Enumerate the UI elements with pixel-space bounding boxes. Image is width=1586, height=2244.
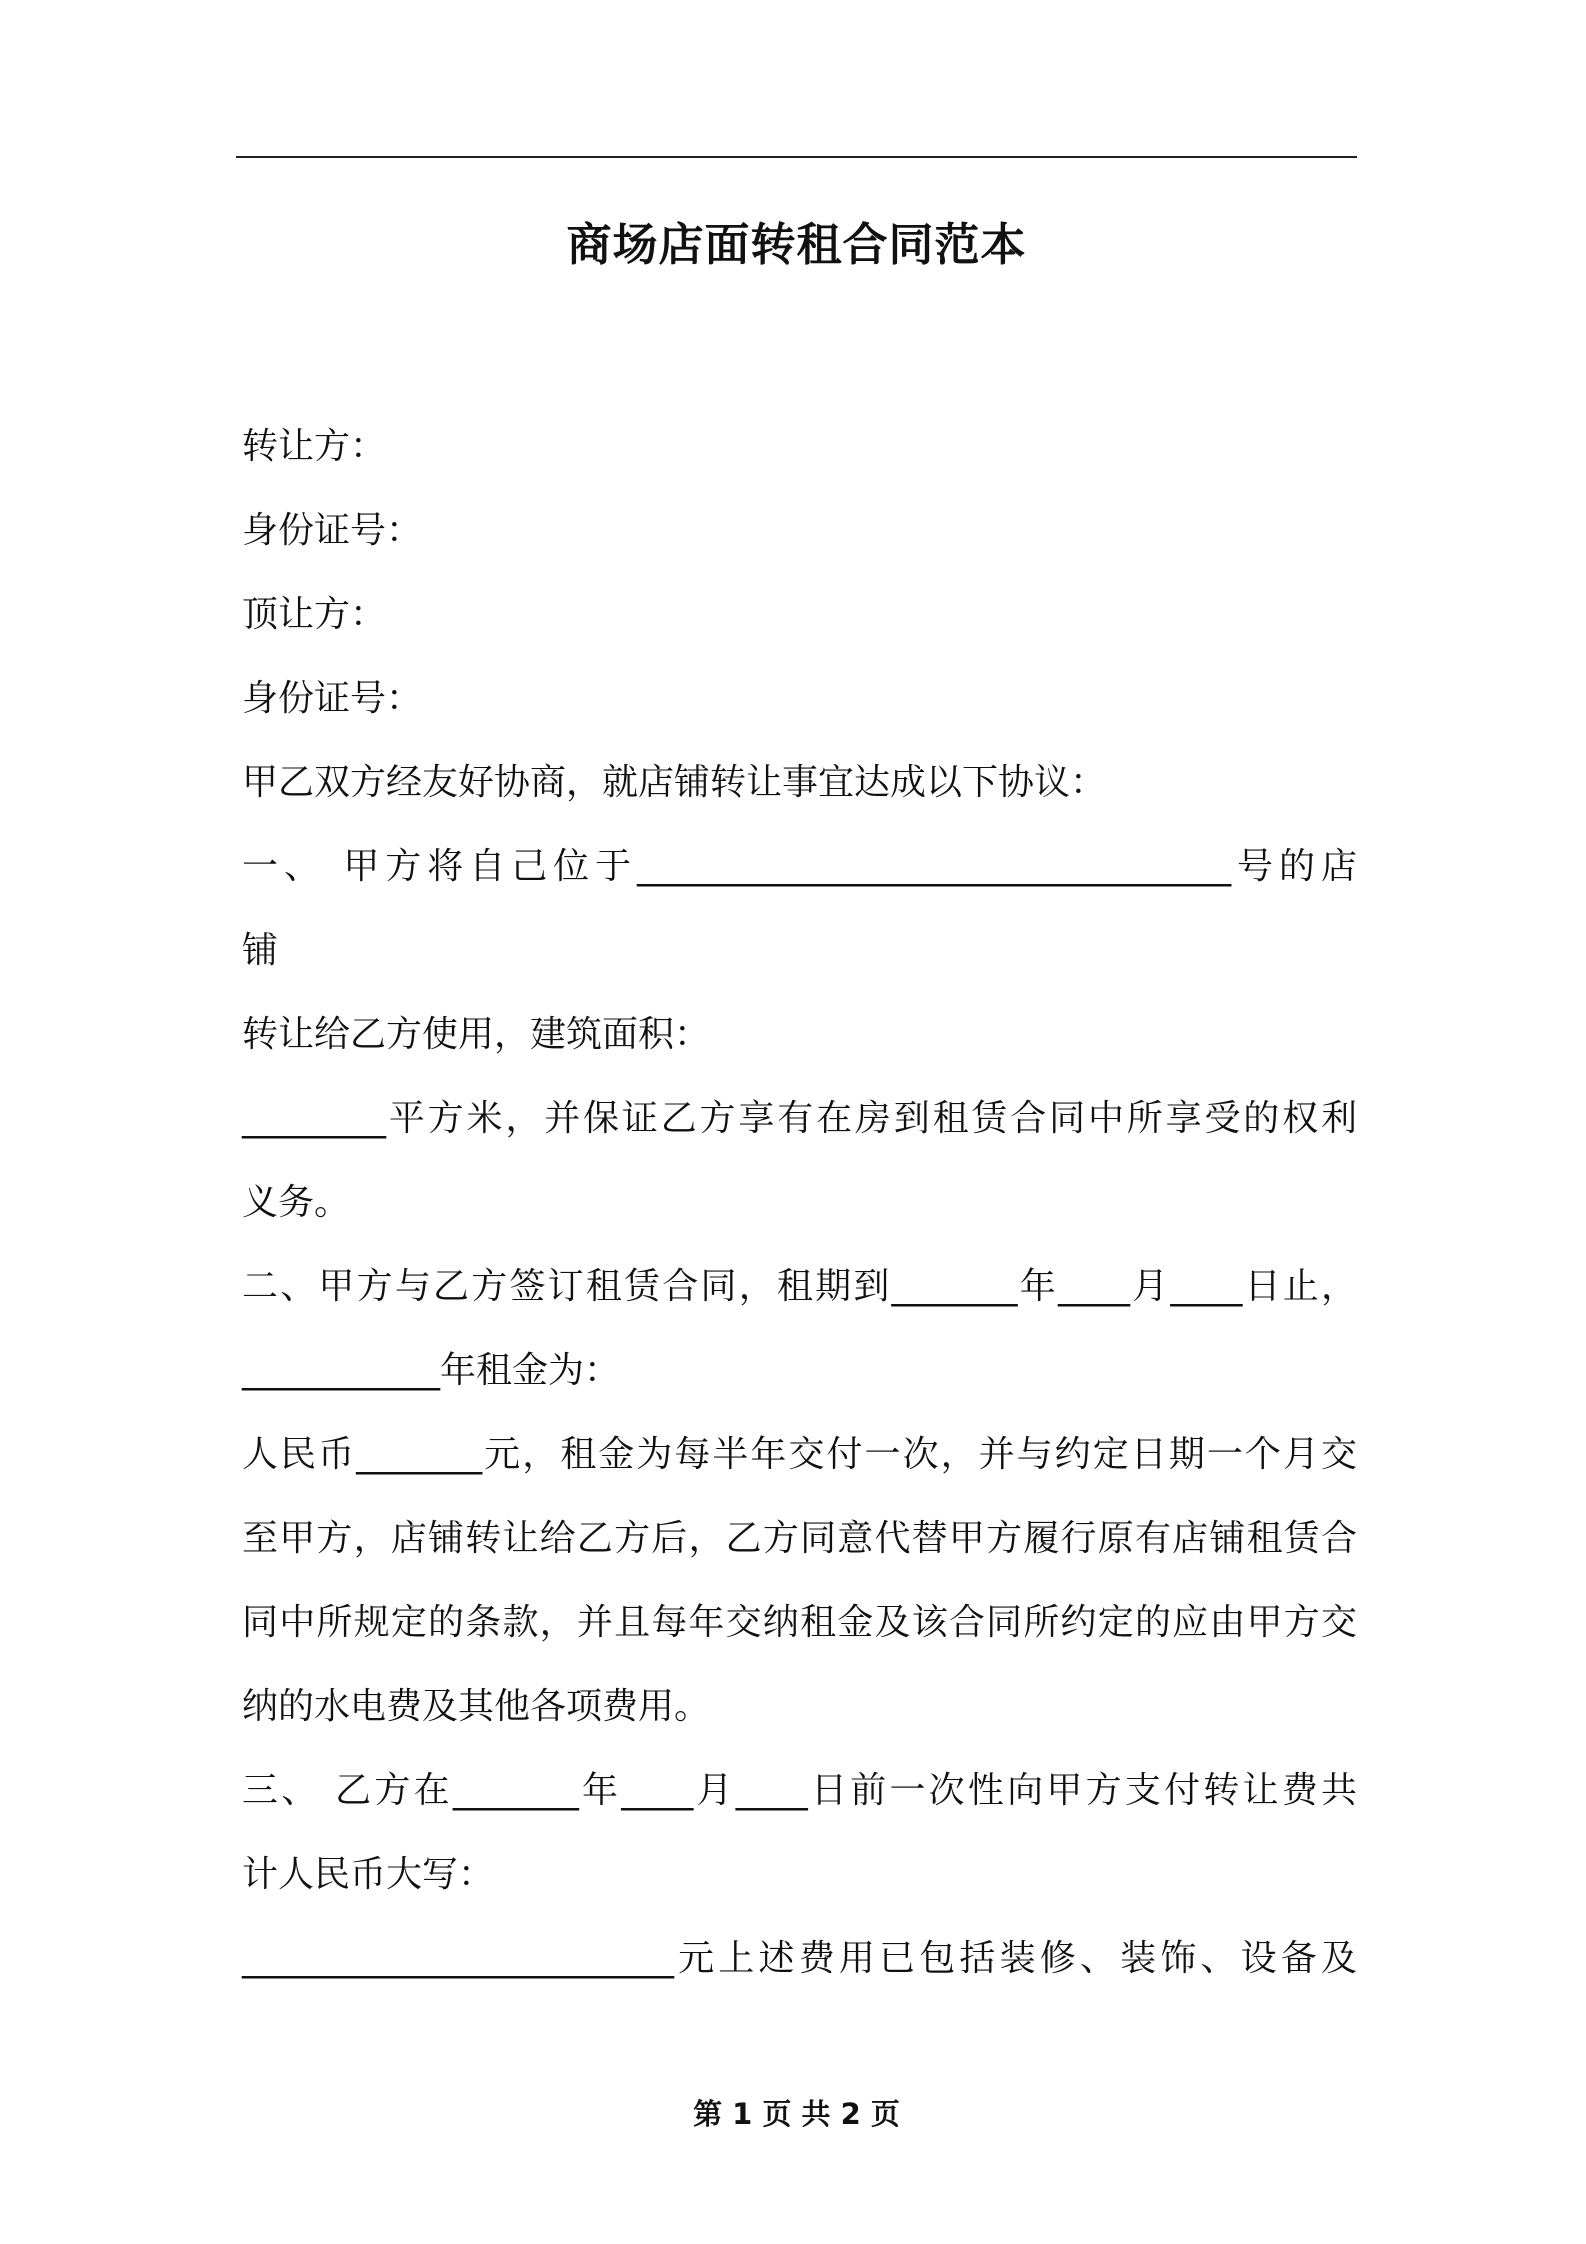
clause-2-line-3: 人民币_______元，租金为每半年交付一次，并与约定日期一个月交 xyxy=(242,1434,1357,1475)
clause-1-line-3: 转让给乙方使用，建筑面积： xyxy=(242,1014,711,1055)
page-title: 商场店面转租合同范本 xyxy=(566,218,1027,271)
header-divider xyxy=(236,156,1357,158)
page-number: 第 1 页 共 2 页 xyxy=(693,2097,900,2131)
clause-1-line-1: 一、 甲方将自己位于_________________________________号的店 xyxy=(242,846,1357,887)
clause-2-line-5: 同中所规定的条款，并且每年交纳租金及该合同所约定的应由甲方交 xyxy=(242,1602,1357,1643)
clause-2-line-6: 纳的水电费及其他各项费用。 xyxy=(242,1686,711,1727)
clause-2-line-4: 至甲方，店铺转让给乙方后，乙方同意代替甲方履行原有店铺租赁合 xyxy=(242,1518,1357,1559)
agreement-intro: 甲乙双方经友好协商，就店铺转让事宜达成以下协议： xyxy=(242,762,1107,803)
clause-1-line-4: ________平方米，并保证乙方享有在房到租赁合同中所享受的权利 xyxy=(242,1098,1357,1139)
transferee-id-label: 身份证号： xyxy=(242,678,423,719)
clause-3-line-3: ________________________元上述费用已包括装修、装饰、设备及 xyxy=(242,1938,1357,1979)
transferee-label: 顶让方： xyxy=(242,594,387,635)
clause-1-line-2: 铺 xyxy=(242,930,279,971)
clause-2-line-2: ___________年租金为： xyxy=(242,1350,621,1391)
transferor-id-label: 身份证号： xyxy=(242,510,423,551)
clause-3-line-1: 三、 乙方在_______年____月____日前一次性向甲方支付转让费共 xyxy=(242,1770,1357,1811)
contract-body xyxy=(242,405,1357,2001)
clause-1-line-5: 义务。 xyxy=(242,1182,351,1223)
clause-2-line-1: 二、甲方与乙方签订租赁合同，租期到_______年____月____日止， xyxy=(242,1266,1357,1307)
transferor-label: 转让方： xyxy=(242,426,387,467)
clause-3-line-2: 计人民币大写： xyxy=(242,1854,495,1895)
